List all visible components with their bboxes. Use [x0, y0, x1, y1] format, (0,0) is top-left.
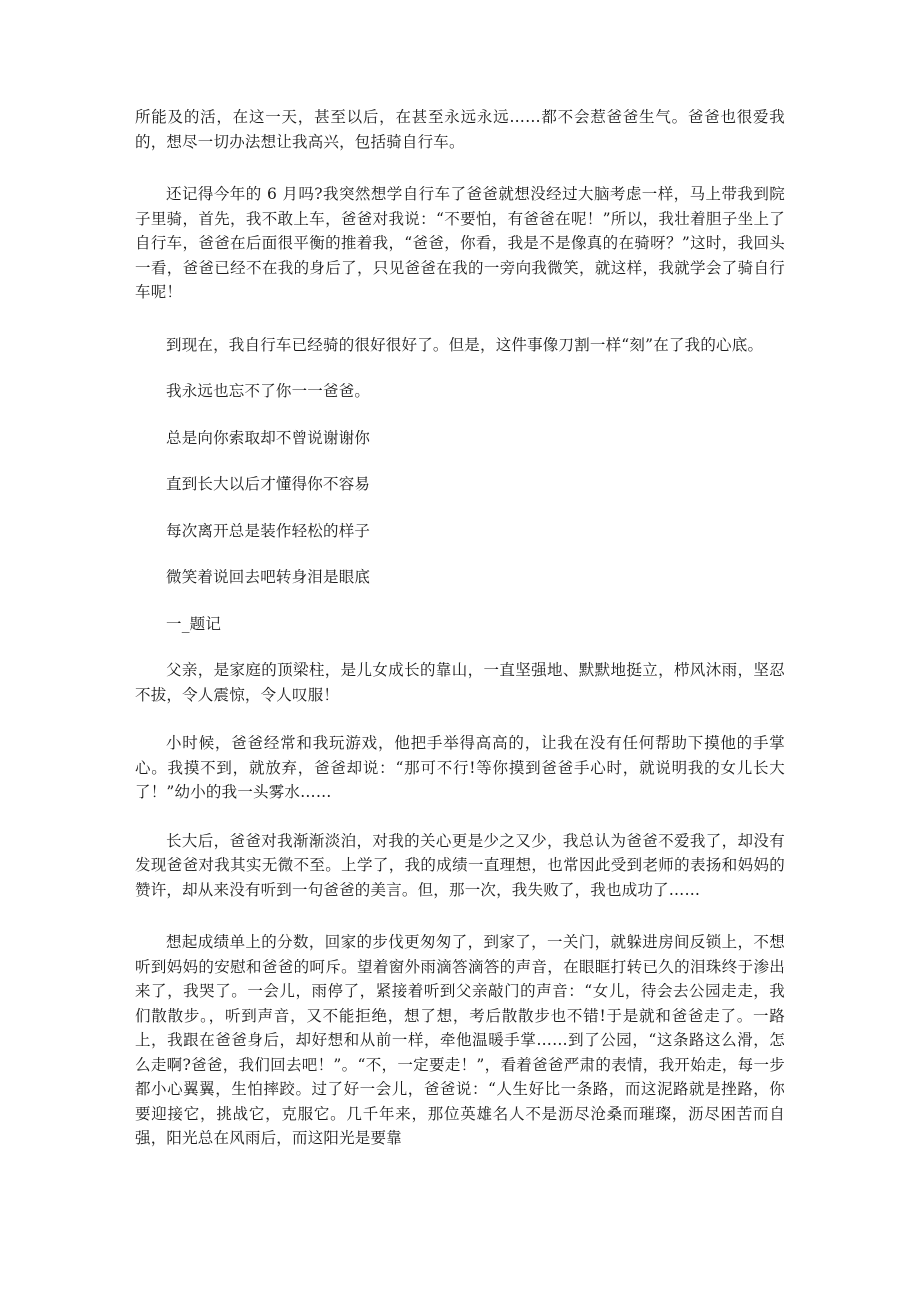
- paragraph-engraved-heart: 到现在，我自行车已经骑的很好很好了。但是，这件事像刀割一样“刻”在了我的心底。: [166, 335, 764, 354]
- paragraph-continuation: 所能及的活，在这一天，甚至以后，在甚至永远永远……都不会惹爸爸生气。爸爸也很爱我的，想尽一切办法想让我高兴，包括骑自行车。: [135, 108, 785, 151]
- poem-line-1: 总是向你索取却不曾说谢谢你: [166, 428, 371, 447]
- paragraph-childhood-game: 小时候，爸爸经常和我玩游戏，他把手举得高高的，让我在没有任何帮助下摸他的手掌心。我摸不到，就放弃，爸爸却说：“那可不行!等你摸到爸爸手心时，就说明我的女儿长大了！”幼小的我一头雾水……: [135, 734, 785, 801]
- poem-line-3: 每次离开总是装作轻松的样子: [166, 521, 371, 540]
- paragraph-bicycle-memory: 还记得今年的 6 月吗?我突然想学自行车了爸爸就想没经过大脑考虑一样，马上带我到院子里骑，首先，我不敢上车，爸爸对我说：“不要怕，有爸爸在呢！”所以，我壮着胆子坐上了自行车，爸爸在后面很平衡的推着我，“爸爸，你看，我是不是像真的在骑呀？”这时，我回头一看，爸爸已经不在我的身后了，只见爸爸在我的一旁向我微笑，就这样，我就学会了骑自行车呢！: [135, 185, 785, 301]
- paragraph-growing-up: 长大后，爸爸对我渐渐淡泊，对我的关心更是少之又少，我总认为爸爸不爱我了，却没有发现爸爸对我其实无微不至。上学了，我的成绩一直理想，也常因此受到老师的表扬和妈妈的赞许，却从来没有听到一句爸爸的美言。但，那一次，我失败了，我也成功了……: [135, 831, 785, 899]
- poem-line-2: 直到长大以后才懂得你不容易: [166, 475, 371, 493]
- document-page: [135, 105, 785, 1151]
- paragraph-park-walk: 想起成绩单上的分数，回家的步伐更匆匆了，到家了，一关门，就躲进房间反锁上，不想听到妈妈的安慰和爸爸的呵斥。望着窗外雨滴答滴答的声音，在眼眶打转已久的泪珠终于渗出来了，我哭了。一会儿，雨停了，紧接着听到父亲敲门的声音：“女儿，待会去公园走走，我们散散步。，听到声音，又不能拒绝，想了想，考后散散步也不错!于是就和爸爸走了。一路上，我跟在爸爸身后，却好想和从前一样，牵他温暖手掌……到了公园，“这条路这么滑，怎么走啊?爸爸，我们回去吧！”。“不，一定要走！”，看着爸爸严肃的表情，我开始走，每一步都小心翼翼，生怕摔跤。过了好一会儿，爸爸说：“人生好比一条路，而这泥路就是挫路，你要迎接它，挑战它，克服它。几千年来，那位英雄名人不是沥尽沧桑而璀璨，沥尽困苦而自强，阳光总在风雨后，而这阳光是要靠: [135, 933, 785, 1147]
- poem-line-4: 微笑着说回去吧转身泪是眼底: [166, 568, 371, 586]
- paragraph-never-forget: 我永远也忘不了你一一爸爸。: [166, 382, 371, 400]
- paragraph-father-pillar: 父亲，是家庭的顶梁柱，是儿女成长的靠山，一直坚强地、默默地挺立，栉风沐雨，坚忍不拔，令人震惊，令人叹服！: [135, 661, 785, 704]
- epigraph-label: 一_题记: [166, 614, 222, 633]
